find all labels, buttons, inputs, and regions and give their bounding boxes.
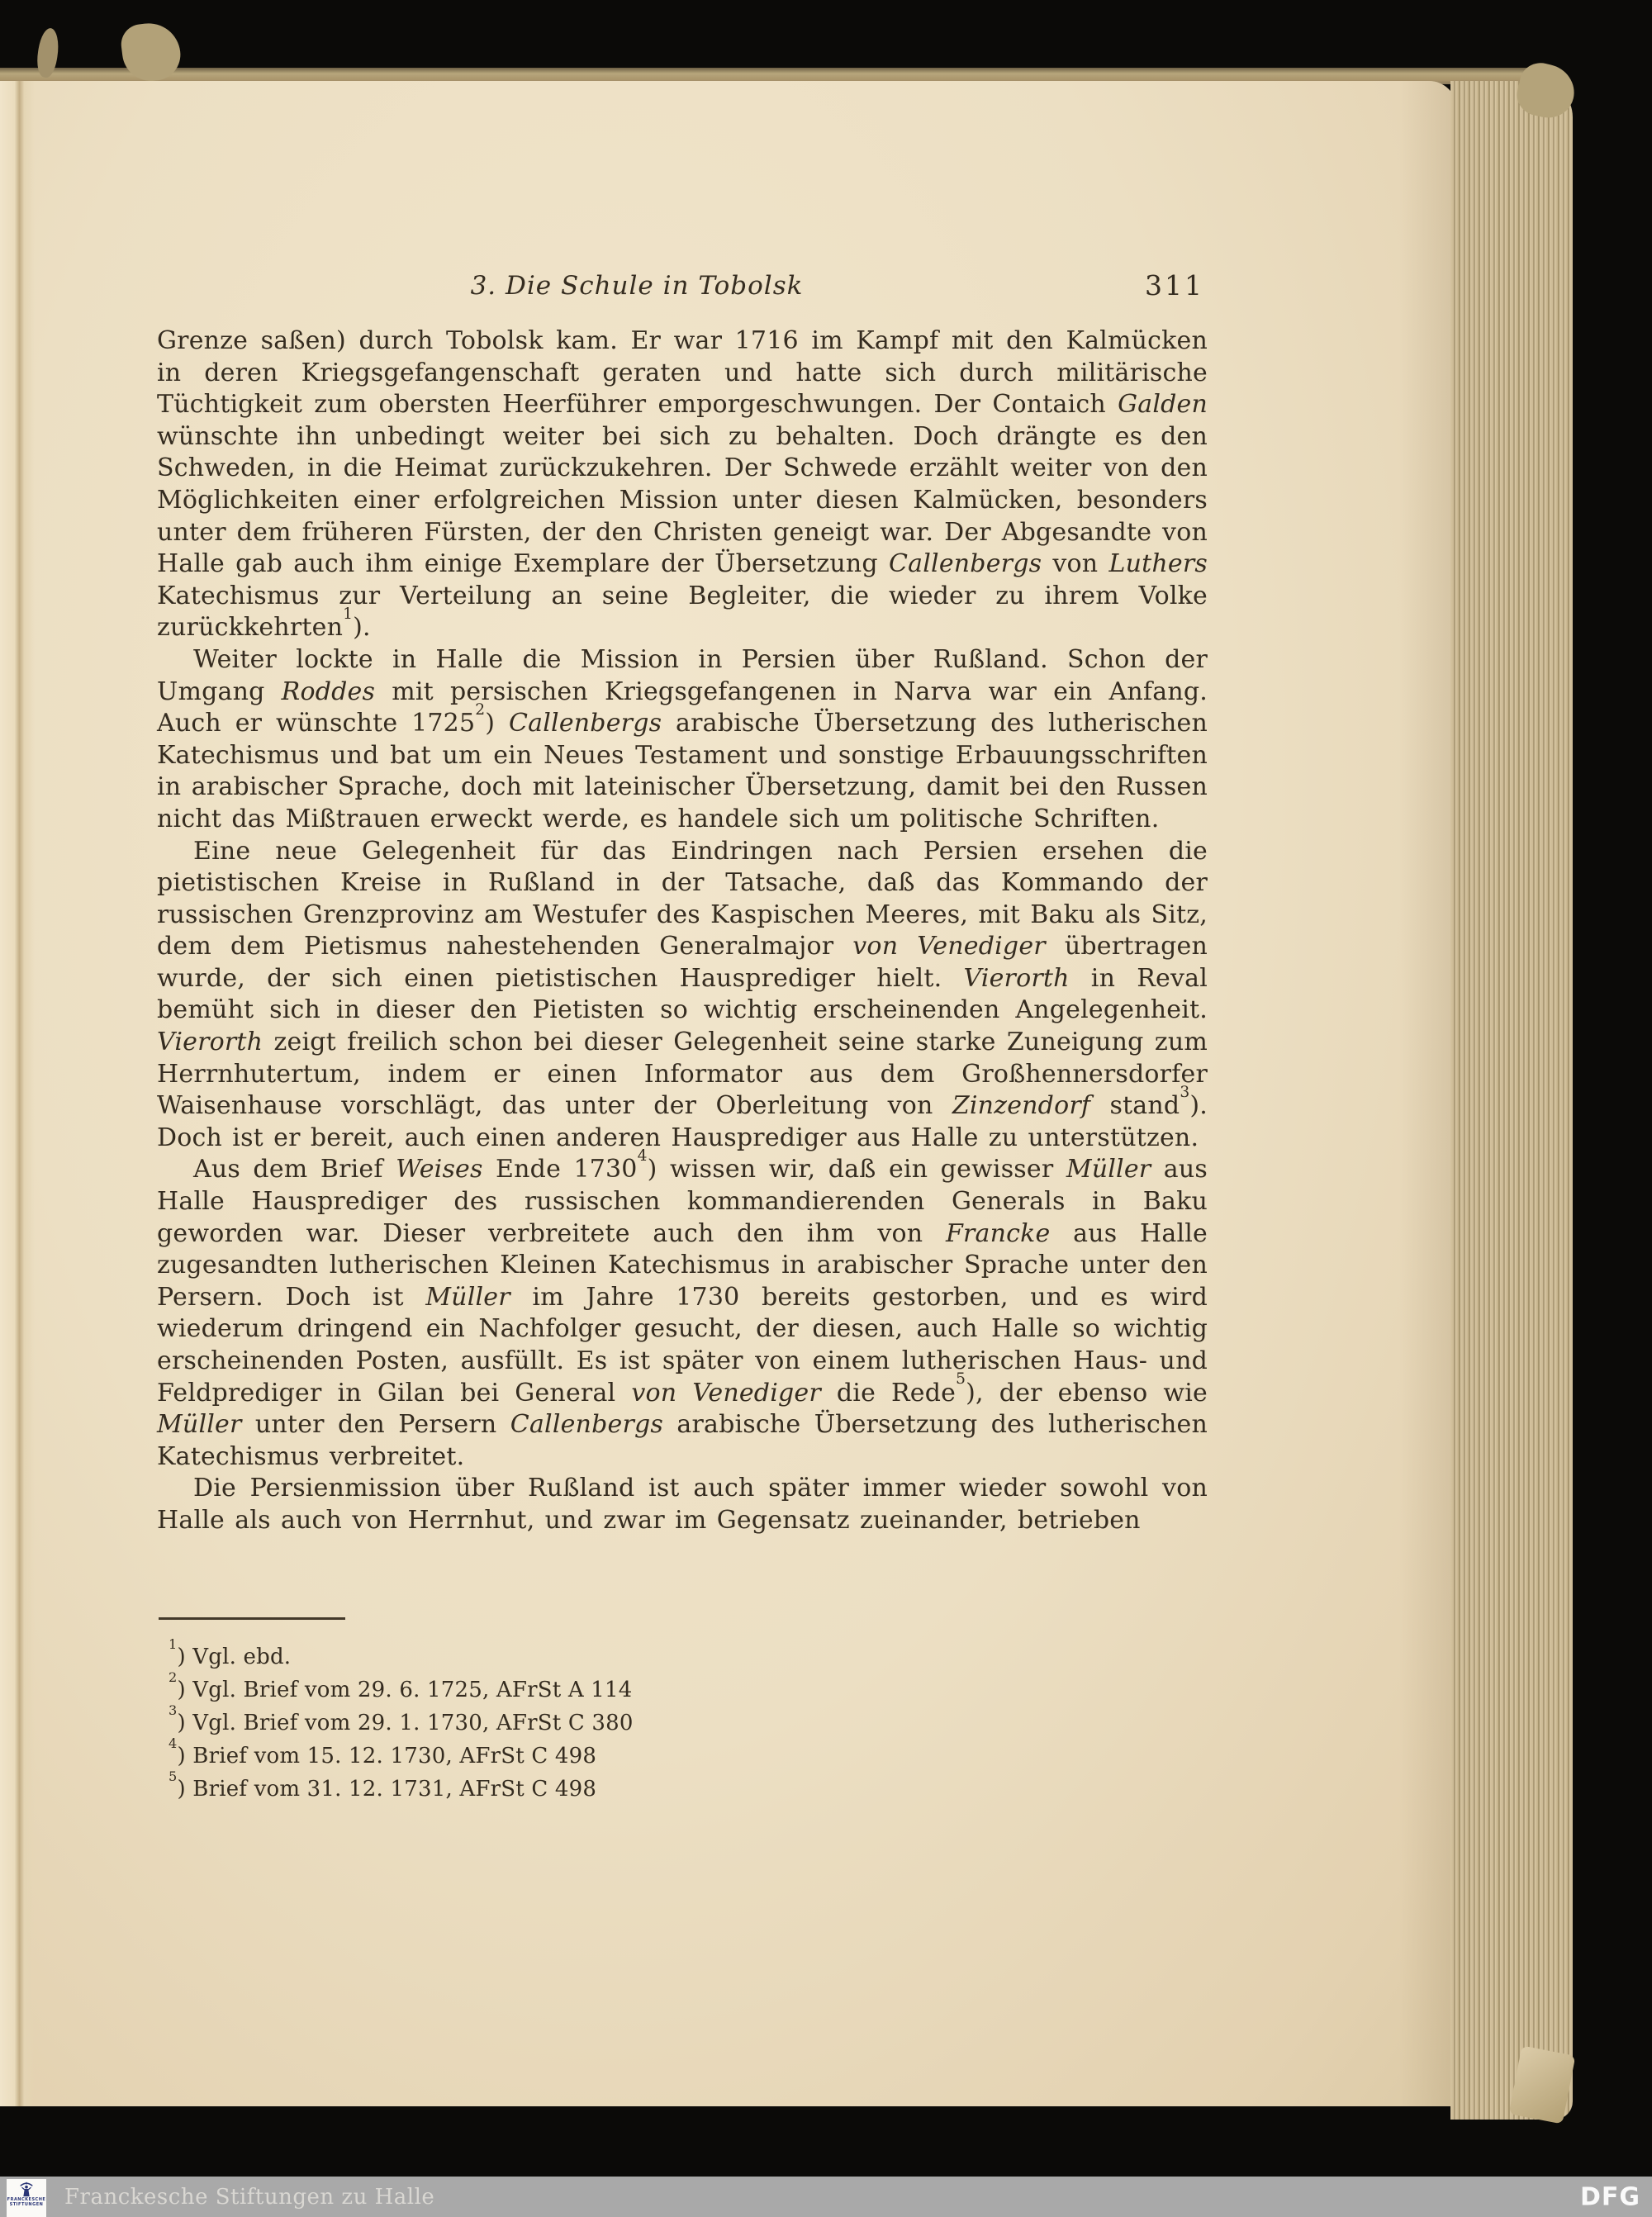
footnote-item: $^4$) Brief vom 15. 12. 1730, AFrSt C 498	[169, 1735, 597, 1768]
footnote-item: $^3$) Vgl. Brief vom 29. 1. 1730, AFrSt C 380	[169, 1702, 634, 1735]
body-paragraph: Grenze saßen) durch Tobolsk kam. Er war 1716 im Kampf mit den Kalmücken in deren Kriegsgefangenschaft geraten und hatte sich durch militärische Tüchtigkeit zum obersten Heerführer emporgeschwungen. Der Contaich Galden wünschte ihn unbedingt weiter bei sich zu behalten. Doch drängte es den Schweden, in die Heimat zurückzukehren. Der Schwede erzählt weiter von den Möglichkeiten einer erfolgreichen Mission unter diesen Kalmücken, besonders unter dem früheren Fürsten, der den Christen geneigt war. Der Abgesandte von Halle gab auch ihm einige Exemplare der Übersetzung Callenbergs von Luthers Katechismus zur Verteilung an seine Begleiter, die wieder zu ihrem Volke zurückkehrten$^1$).	[157, 326, 1208, 643]
book-page	[0, 81, 1457, 2106]
page-number: 311	[1145, 269, 1204, 301]
logo-text-line2: STIFTUNGEN	[9, 2202, 44, 2207]
footnote-item: $^1$) Vgl. ebd.	[169, 1636, 292, 1669]
footnote-item: $^5$) Brief vom 31. 12. 1731, AFrSt C 498	[169, 1768, 597, 1802]
body-paragraph: Weiter lockte in Halle die Mission in Persien über Rußland. Schon der Umgang Roddes mit persischen Kriegsgefangenen in Narva war ein Anfang. Auch er wünschte 1725$^2$) Callenbergs arabische Übersetzung des lutherischen Katechismus und bat um ein Neues Testament und sonstige Erbauungsschriften in arabischer Sprache, doch mit lateinischer Übersetzung, damit bei den Russen nicht das Mißtrauen erweckt werde, es handele sich um politische Schriften.	[157, 644, 1208, 833]
body-paragraph: Aus dem Brief Weises Ende 1730$^4$) wissen wir, daß ein gewisser Müller aus Halle Hausprediger des russischen kommandierenden Generals in Baku geworden war. Dieser verbreitete auch den ihm von Francke aus Halle zugesandten lutherischen Kleinen Katechismus in arabischer Sprache unter den Persern. Doch ist Müller im Jahre 1730 bereits gestorben, und es wird wiederum dringend ein Nachfolger gesucht, der diesen, auch Halle so wichtig erscheinenden Posten, ausfüllt. Es ist später von einem lutherischen Haus- und Feldprediger in Gilan bei General von Venediger die Rede$^5$), der ebenso wie Müller unter den Persern Callenbergs arabische Übersetzung des lutherischen Katechismus verbreitet.	[157, 1147, 1208, 1471]
dfg-logo: DFG	[1579, 2182, 1640, 2211]
footer-bar	[0, 2177, 1652, 2217]
page-stack-edge	[1450, 81, 1573, 2120]
section-title: 3. Die Schule in Tobolsk	[470, 271, 804, 301]
page-header	[157, 271, 1208, 309]
footnote-item: $^2$) Vgl. Brief vom 29. 6. 1725, AFrSt A 114	[169, 1669, 633, 1702]
body-paragraph: Eine neue Gelegenheit für das Eindringen nach Persien ersehen die pietistischen Kreise in Rußland in der Tatsache, daß das Kommando der russischen Grenzprovinz am Westufer des Kaspischen Meeres, mit Baku als Sitz, dem dem Pietismus nahestehenden Generalmajor von Venediger übertragen wurde, der sich einen pietistischen Hausprediger hielt. Vierorth in Reval bemüht sich in dieser den Pietisten so wichtig erscheinenden Angelegenheit. Vierorth zeigt freilich schon bei dieser Gelegenheit seine starke Zuneigung zum Herrnhutertum, indem er einen Informator aus dem Großhennersdorfer Waisenhause vorschlägt, das unter der Oberleitung von Zinzendorf stand$^3$). Doch ist er bereit, auch einen anderen Hausprediger aus Halle zu unterstützen.	[157, 836, 1208, 1152]
body-paragraph: Die Persienmission über Rußland ist auch später immer wieder sowohl von Halle als auch von Herrnhut, und zwar im Gegensatz zueinander, betrieben	[157, 1474, 1208, 1535]
library-emblem-icon	[18, 2181, 35, 2197]
library-label: Franckesche Stiftungen zu Halle	[64, 2184, 435, 2210]
footnote-separator	[159, 1617, 345, 1620]
library-logo	[7, 2179, 46, 2217]
body-text	[157, 325, 1208, 1537]
page-gutter	[0, 81, 35, 2106]
logo-text-line1: FRANCKESCHE	[7, 2197, 46, 2202]
footnotes	[169, 1636, 1077, 1806]
